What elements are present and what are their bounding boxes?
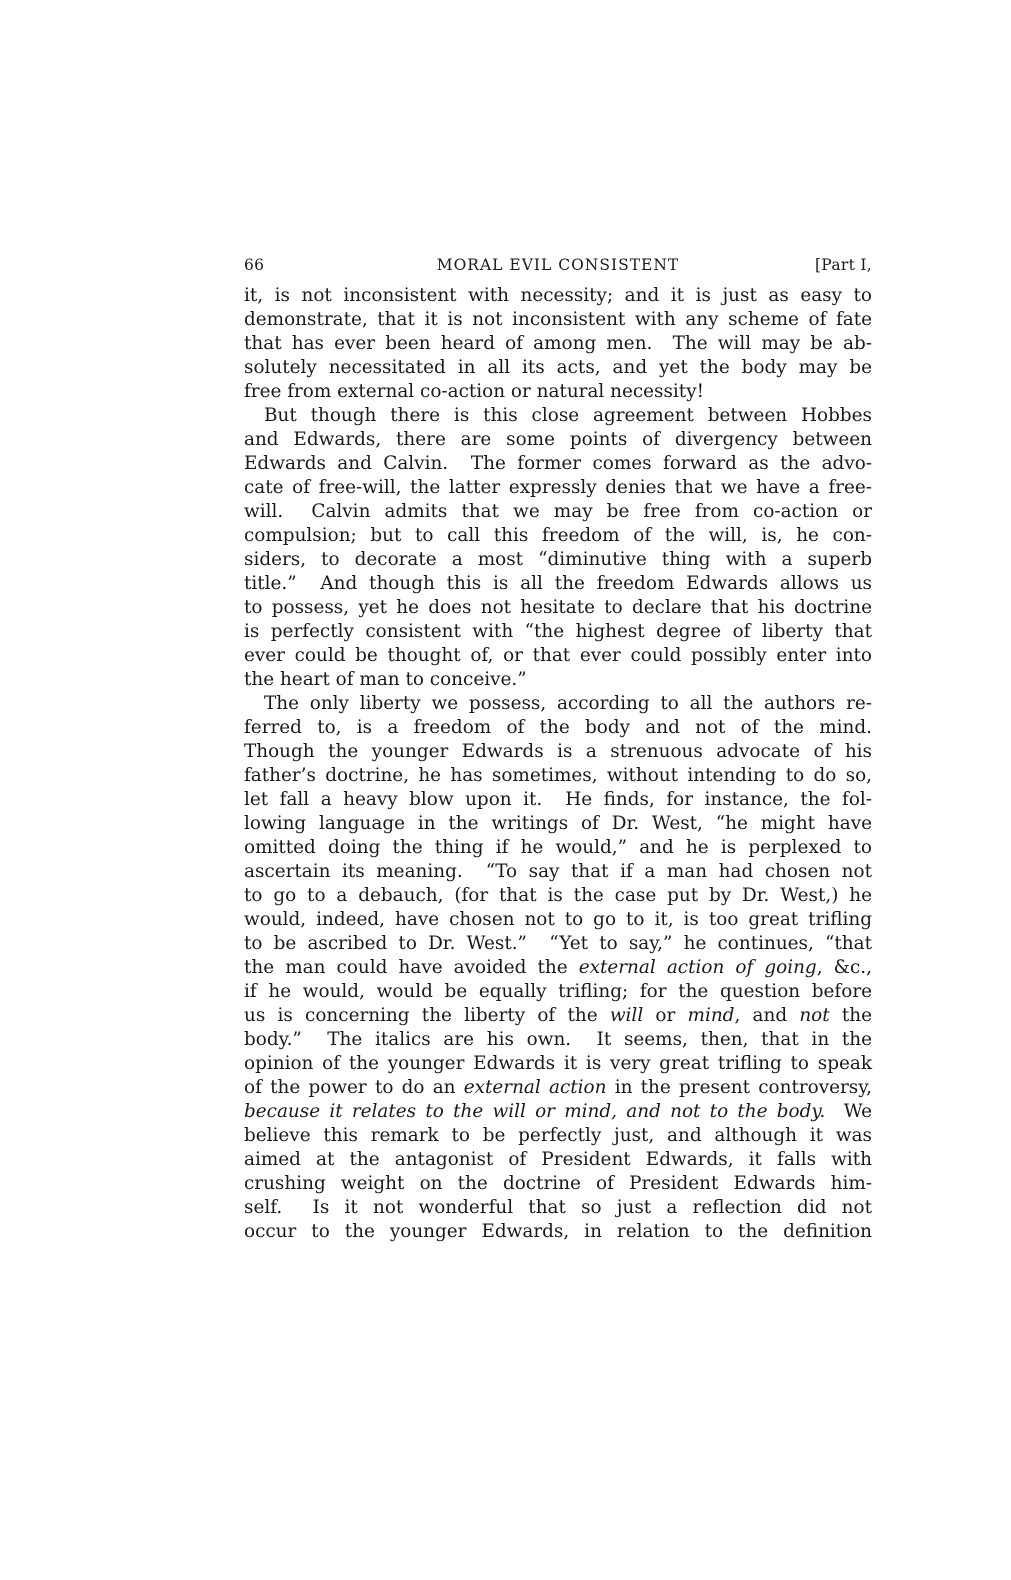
line-text: title.” And though this is all the freedom Edwards allows us [244,573,872,594]
book-page [244,0,872,1580]
line-text: to possess, yet he does not hesitate to declare that his doctrine [244,597,872,618]
line-text: self. Is it not wonderful that so just a reflection did not [244,1197,872,1218]
text-line [244,884,872,908]
text-line [244,620,872,644]
text-line [244,860,872,884]
text-line [244,284,872,308]
line-text: believe this remark to be perfectly just, and although it was [244,1125,872,1146]
text-line [244,1076,872,1100]
running-head [244,256,872,278]
text-line [244,404,872,428]
line-text: and Edwards, there are some points of divergency between [244,429,872,450]
text-line [244,980,872,1004]
text-line [244,932,872,956]
text-line [244,452,872,476]
line-text: , and [734,1005,800,1026]
text-line [244,1196,872,1220]
line-text: would, indeed, have chosen not to go to it, is too great trifling [244,909,872,930]
line-text: let fall a heavy blow upon it. He finds, for instance, the fol- [244,789,872,810]
text-line [244,716,872,740]
text-line [244,1220,872,1244]
text-line [244,788,872,812]
line-text: if he would, would be equally trifling; for the question before [244,981,872,1002]
italic-text: mind [687,1005,735,1026]
line-text: father’s doctrine, he has sometimes, without intending to do so, [244,765,872,786]
text-line [244,1100,872,1124]
text-line [244,524,872,548]
text-line [244,332,872,356]
text-line [244,1052,872,1076]
line-text: Though the younger Edwards is a strenuous advocate of his [244,741,872,762]
text-line [244,596,872,620]
text-line [244,812,872,836]
line-text: ever could be thought of, or that ever could possibly enter into [244,645,872,666]
line-text: lowing language in the writings of Dr. West, “he might have [244,813,872,834]
line-text: of the power to do an [244,1077,464,1098]
line-text: Edwards and Calvin. The former comes forward as the advo- [244,453,872,474]
line-text: ascertain its meaning. “To say that if a man had chosen not [244,861,872,882]
text-line [244,1028,872,1052]
text-line [244,1172,872,1196]
text-line [244,836,872,860]
line-text: We [825,1101,873,1122]
page-number: 66 [244,256,265,274]
line-text: the man could have avoided the [244,957,579,978]
line-text: omitted doing the thing if he would,” and he is perplexed to [244,837,872,858]
line-text: is perfectly consistent with “the highest degree of liberty that [244,621,872,642]
text-line [244,1004,872,1028]
line-text: ferred to, is a freedom of the body and not of the mind. [244,717,872,738]
line-text: the [829,1005,872,1026]
text-line [244,356,872,380]
text-line [244,572,872,596]
line-text: it, is not inconsistent with necessity; and it is just as easy to [244,285,872,306]
line-text: free from external co-action or natural necessity! [244,381,704,402]
text-line [244,1124,872,1148]
line-text: opinion of the younger Edwards it is very great trifling to speak [244,1053,872,1074]
text-line [244,740,872,764]
text-line [244,476,872,500]
line-text: to go to a debauch, (for that is the case put by Dr. West,) he [244,885,872,906]
line-text: to be ascribed to Dr. West.” “Yet to say,” he continues, “that [244,933,872,954]
line-text: , &c., [816,957,873,978]
line-text: solutely necessitated in all its acts, and yet the body may be [244,357,872,378]
line-text: aimed at the antagonist of President Edwards, it falls with [244,1149,872,1170]
line-text: that has ever been heard of among men. The will may be ab- [244,333,872,354]
line-text: cate of free-will, the latter expressly denies that we have a free- [244,477,872,498]
italic-text: because it relates to the will or mind, and not to the body. [244,1101,826,1122]
italic-text: external action [463,1077,607,1098]
line-text: demonstrate, that it is not inconsistent with any scheme of fate [244,309,872,330]
text-line [244,956,872,980]
line-text: The only liberty we possess, according to all the authors re- [264,693,872,714]
line-text: will. Calvin admits that we may be free from co-action or [244,501,872,522]
text-line [244,692,872,716]
running-title: MORAL EVIL CONSISTENT [436,256,680,274]
line-text: crushing weight on the doctrine of President Edwards him- [244,1173,872,1194]
text-line [244,500,872,524]
text-line [244,644,872,668]
line-text: body.” The italics are his own. It seems, then, that in the [244,1029,872,1050]
text-line [244,308,872,332]
line-text: siders, to decorate a most “diminutive thing with a superb [244,549,872,570]
line-text: us is concerning the liberty of the [244,1005,610,1026]
text-line [244,428,872,452]
text-line [244,380,872,404]
part-label: [Part I, [814,256,872,274]
line-text: the heart of man to conceive.” [244,669,527,690]
line-text: But though there is this close agreement between Hobbes [264,405,872,426]
italic-text: not [799,1005,830,1026]
italic-text: external action of going [578,957,817,978]
line-text: or [643,1005,688,1026]
text-line [244,668,872,692]
text-line [244,764,872,788]
italic-text: will [609,1005,644,1026]
line-text: compulsion; but to call this freedom of the will, is, he con- [244,525,872,546]
body-text [244,284,872,1244]
line-text: occur to the younger Edwards, in relation to the definition [244,1221,872,1242]
text-line [244,1148,872,1172]
text-line [244,908,872,932]
line-text: in the present controversy, [606,1077,873,1098]
text-line [244,548,872,572]
